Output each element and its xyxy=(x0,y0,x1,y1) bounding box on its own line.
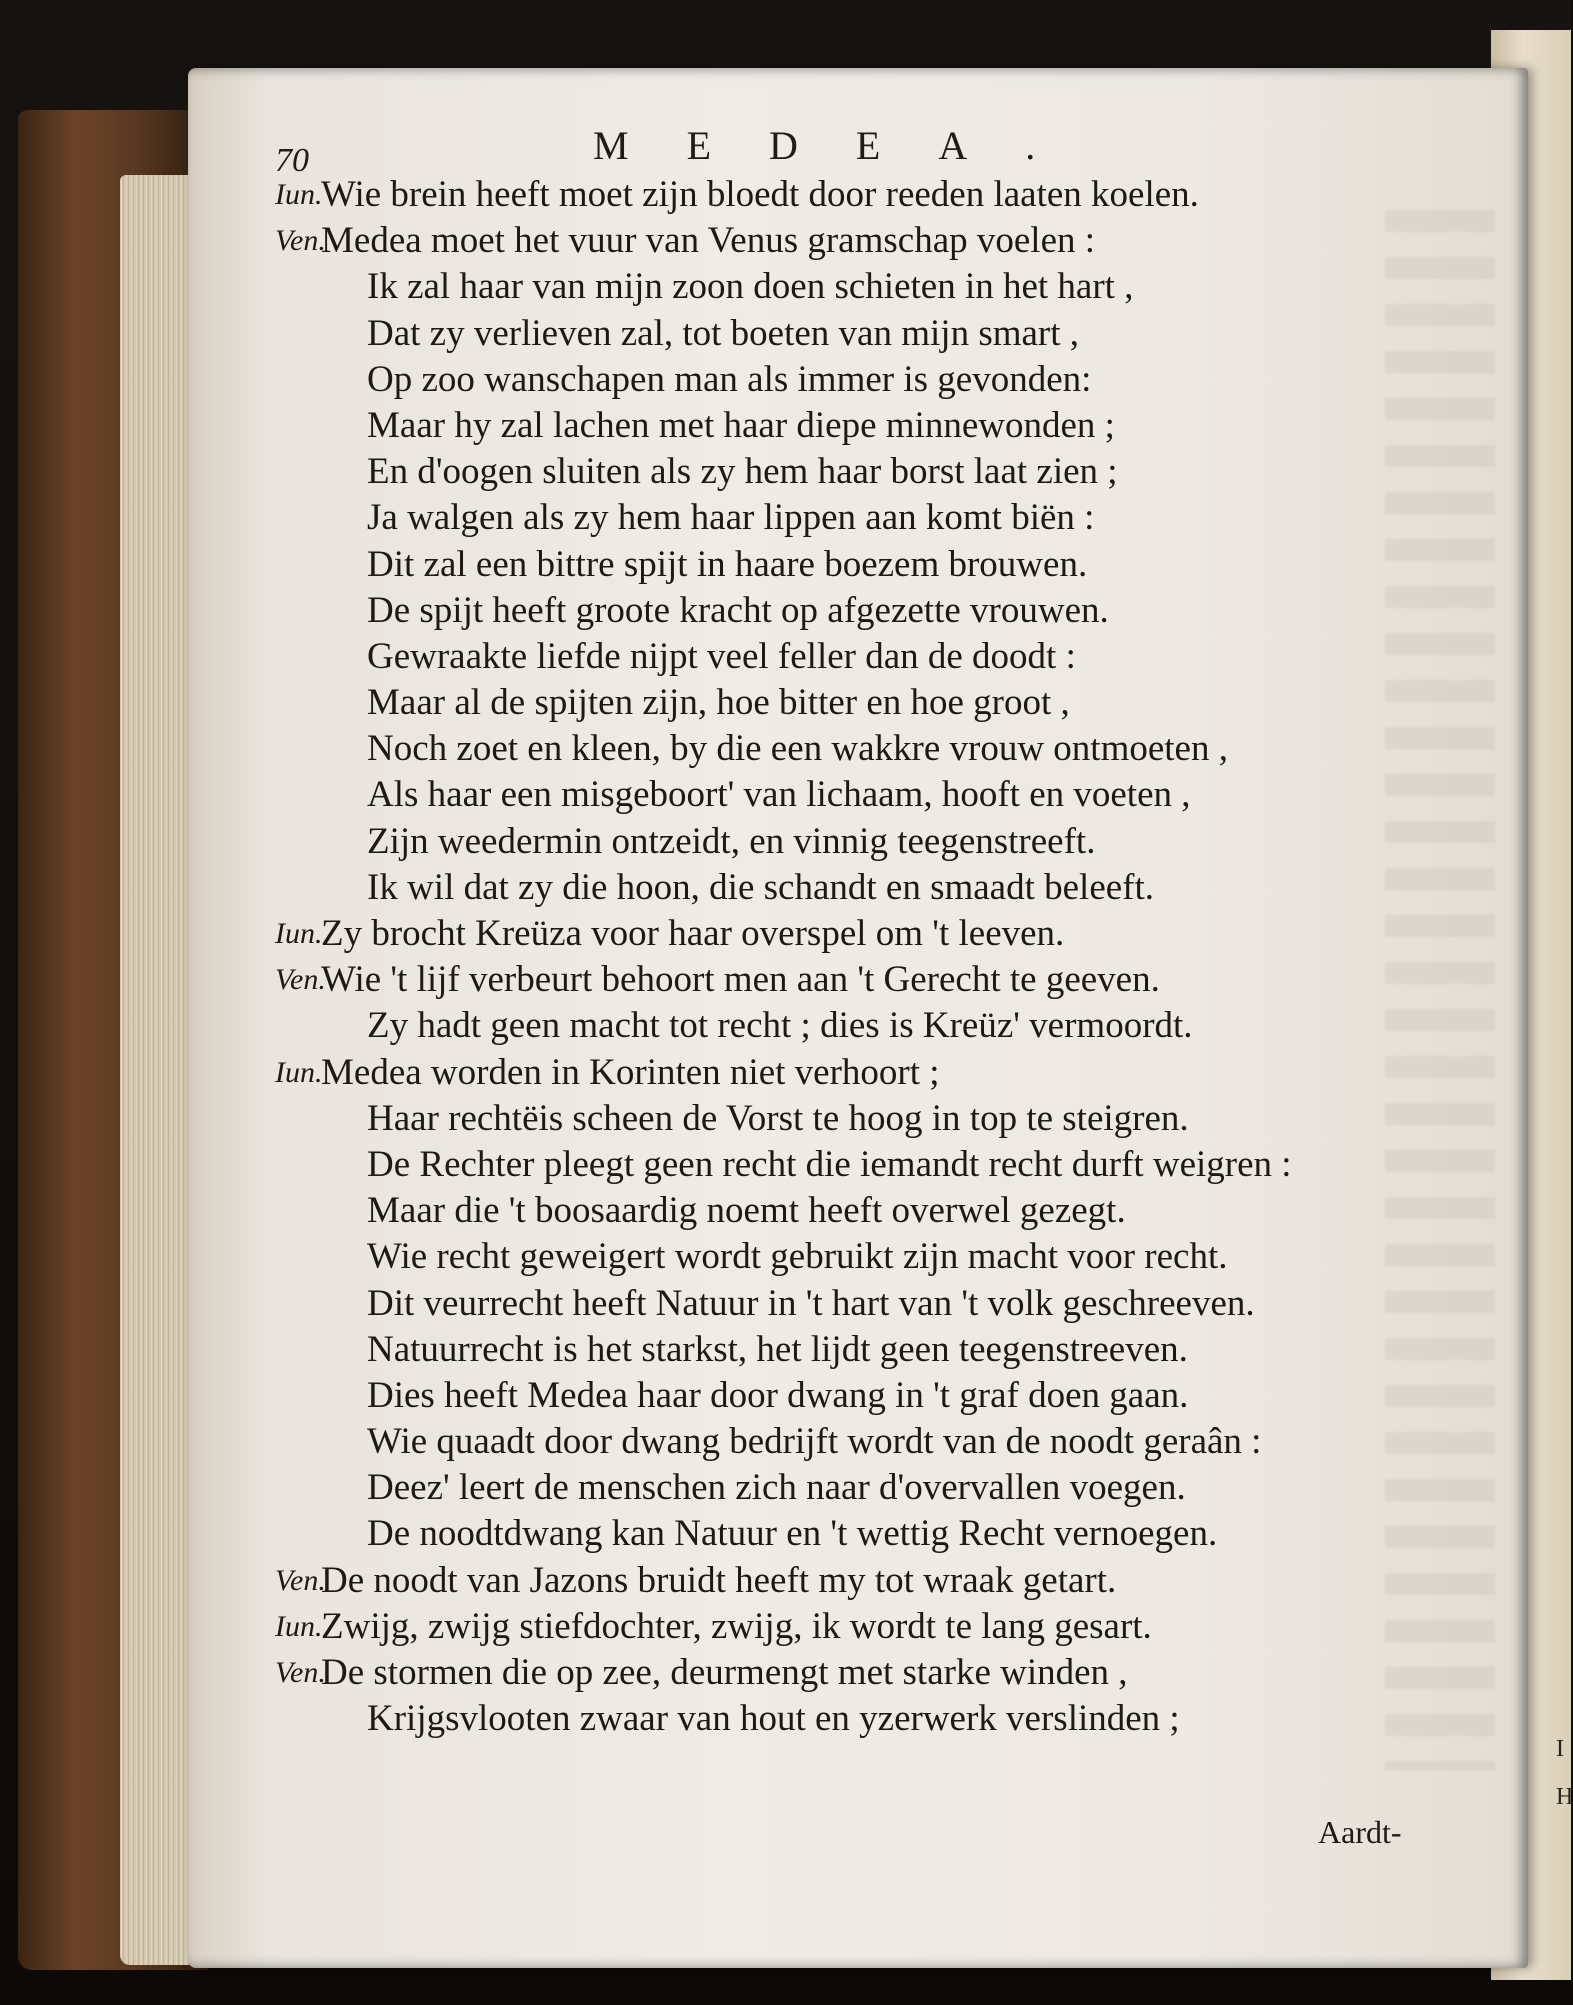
verse-line xyxy=(275,1234,1445,1280)
speaker-label: Ven. xyxy=(275,1563,326,1597)
verse-line-text: Ik wil dat zy die hoon, die schandt en smaadt beleeft. xyxy=(367,866,1155,908)
verse-line xyxy=(275,1142,1445,1188)
verse-line xyxy=(275,1281,1445,1327)
verse-line-text: Wie recht geweigert wordt gebruikt zijn macht voor recht. xyxy=(367,1236,1228,1278)
verse-line xyxy=(275,1604,1445,1650)
verse-line-text: Op zoo wanschapen man als immer is gevonden: xyxy=(367,358,1092,400)
catchword: Aardt- xyxy=(1318,1814,1402,1850)
verse-line-text: Zy hadt geen macht tot recht ; dies is Kreüz' vermoordt. xyxy=(367,1005,1193,1047)
verse-line-text: Natuurrecht is het starkst, het lijdt geen teegenstreeven. xyxy=(367,1328,1188,1370)
verse-line xyxy=(275,357,1445,403)
verse-line-text: Dit zal een bittre spijt in haare boezem brouwen. xyxy=(367,543,1088,585)
verse-line-text: Medea moet het vuur van Venus gramschap voelen : xyxy=(321,220,1096,262)
verse-line-text: Haar rechtëis scheen de Vorst te hoog in top te steigren. xyxy=(367,1097,1189,1139)
verse-line xyxy=(275,1373,1445,1419)
verse-line-text: De noodtdwang kan Natuur en 't wettig Recht vernoegen. xyxy=(367,1513,1218,1555)
verse-line-text: De spijt heeft groote kracht op afgezette vrouwen. xyxy=(367,589,1109,631)
verse-line-text: Deez' leert de menschen zich naar d'overvallen voegen. xyxy=(367,1467,1186,1509)
verse-line xyxy=(275,819,1445,865)
speaker-label: Ven. xyxy=(275,1656,326,1689)
verse-line-text: Wie quaadt door dwang bedrijft wordt van de noodt geraân : xyxy=(367,1421,1262,1463)
speaker-label: Ven. xyxy=(275,224,326,258)
facing-page-fragment: I xyxy=(1556,1736,1564,1762)
facing-page-fragment: H xyxy=(1556,1784,1573,1810)
verse-line xyxy=(275,449,1445,495)
verse-line xyxy=(275,865,1445,911)
verse-line-text: Wie brein heeft moet zijn bloedt door reeden laaten koelen. xyxy=(321,174,1199,215)
verse-line-text: De noodt van Jazons bruidt heeft my tot wraak getart. xyxy=(321,1559,1117,1601)
verse-line-text: Gewraakte liefde nijpt veel feller dan de doodt : xyxy=(367,635,1076,677)
verse-line-text: Zijn weedermin ontzeidt, en vinnig teegenstreeft. xyxy=(367,820,1096,862)
verse-line-text: Maar al de spijten zijn, hoe bitter en hoe groot , xyxy=(367,682,1070,724)
verse-line-text: Ik zal haar van mijn zoon doen schieten in het hart , xyxy=(367,266,1134,308)
verse-line xyxy=(275,264,1445,310)
verse-line-text: Zy brocht Kreüza voor haar overspel om 't leeven. xyxy=(321,913,1065,954)
speaker-label: Iun. xyxy=(275,178,323,211)
verse-line xyxy=(275,772,1445,818)
verse-line xyxy=(275,1465,1445,1511)
verse-line-text: Noch zoet en kleen, by die een wakkre vrouw ontmoeten , xyxy=(367,728,1228,770)
verse-line xyxy=(275,1096,1445,1142)
speaker-label: Ven. xyxy=(275,963,326,997)
verse-line xyxy=(275,1050,1445,1096)
verse-line-text: Wie 't lijf verbeurt behoort men aan 't Gerecht te geeven. xyxy=(321,959,1160,1001)
verse-line xyxy=(275,542,1445,588)
verse-line-text: De stormen die op zee, deurmengt met starke winden , xyxy=(321,1652,1128,1693)
verse-line xyxy=(275,726,1445,772)
verse-line xyxy=(275,1650,1445,1696)
verse-line-text: Medea worden in Korinten niet verhoort ; xyxy=(321,1051,940,1093)
speaker-label: Iun. xyxy=(275,917,323,950)
verse-line xyxy=(275,172,1445,218)
verse-line-text: En d'oogen sluiten als zy hem haar borst laat zien ; xyxy=(367,451,1118,493)
verse-line xyxy=(275,495,1445,541)
facing-page-text xyxy=(1556,1725,1573,1821)
verse-line-text: Dies heeft Medea haar door dwang in 't graf doen gaan. xyxy=(367,1374,1189,1416)
verse-line-text: Dat zy verlieven zal, tot boeten van mijn smart , xyxy=(367,312,1080,354)
page-number: 70 xyxy=(275,142,309,179)
verse-line xyxy=(275,680,1445,726)
verse-line xyxy=(275,1511,1445,1557)
verse-line xyxy=(275,403,1445,449)
verse-line xyxy=(275,1327,1445,1373)
verse-line xyxy=(275,634,1445,680)
verse-line-text: Dit veurrecht heeft Natuur in 't hart van 't volk geschreeven. xyxy=(367,1282,1255,1324)
verse-line-text: De Rechter pleegt geen recht die iemandt recht durft weigren : xyxy=(367,1143,1292,1185)
verse-line xyxy=(275,218,1445,264)
page-edges xyxy=(120,175,195,1965)
verse-line xyxy=(275,588,1445,634)
speaker-label: Iun. xyxy=(275,1055,323,1089)
verse-line xyxy=(275,1188,1445,1234)
verse-line xyxy=(275,911,1445,957)
verse-line xyxy=(275,957,1445,1003)
running-title: MEDEA. xyxy=(593,123,1094,168)
verse-line xyxy=(275,1419,1445,1465)
verse-line xyxy=(275,311,1445,357)
verse-text xyxy=(275,172,1445,1742)
verse-line-text: Maar hy zal lachen met haar diepe minnewonden ; xyxy=(367,404,1115,446)
verse-line-text: Ja walgen als zy hem haar lippen aan komt biën : xyxy=(367,497,1095,539)
verse-line-text: Krijgsvlooten zwaar van hout en yzerwerk verslinden ; xyxy=(367,1698,1180,1740)
speaker-label: Iun. xyxy=(275,1609,323,1643)
verse-line-text: Als haar een misgeboort' van lichaam, hooft en voeten , xyxy=(367,774,1191,816)
verse-line xyxy=(275,1003,1445,1049)
verse-line-text: Maar die 't boosaardig noemt heeft overwel gezegt. xyxy=(367,1190,1126,1232)
verse-line-text: Zwijg, zwijg stiefdochter, zwijg, ik wordt te lang gesart. xyxy=(321,1605,1152,1647)
verse-line xyxy=(275,1696,1445,1742)
verse-line xyxy=(275,1558,1445,1604)
